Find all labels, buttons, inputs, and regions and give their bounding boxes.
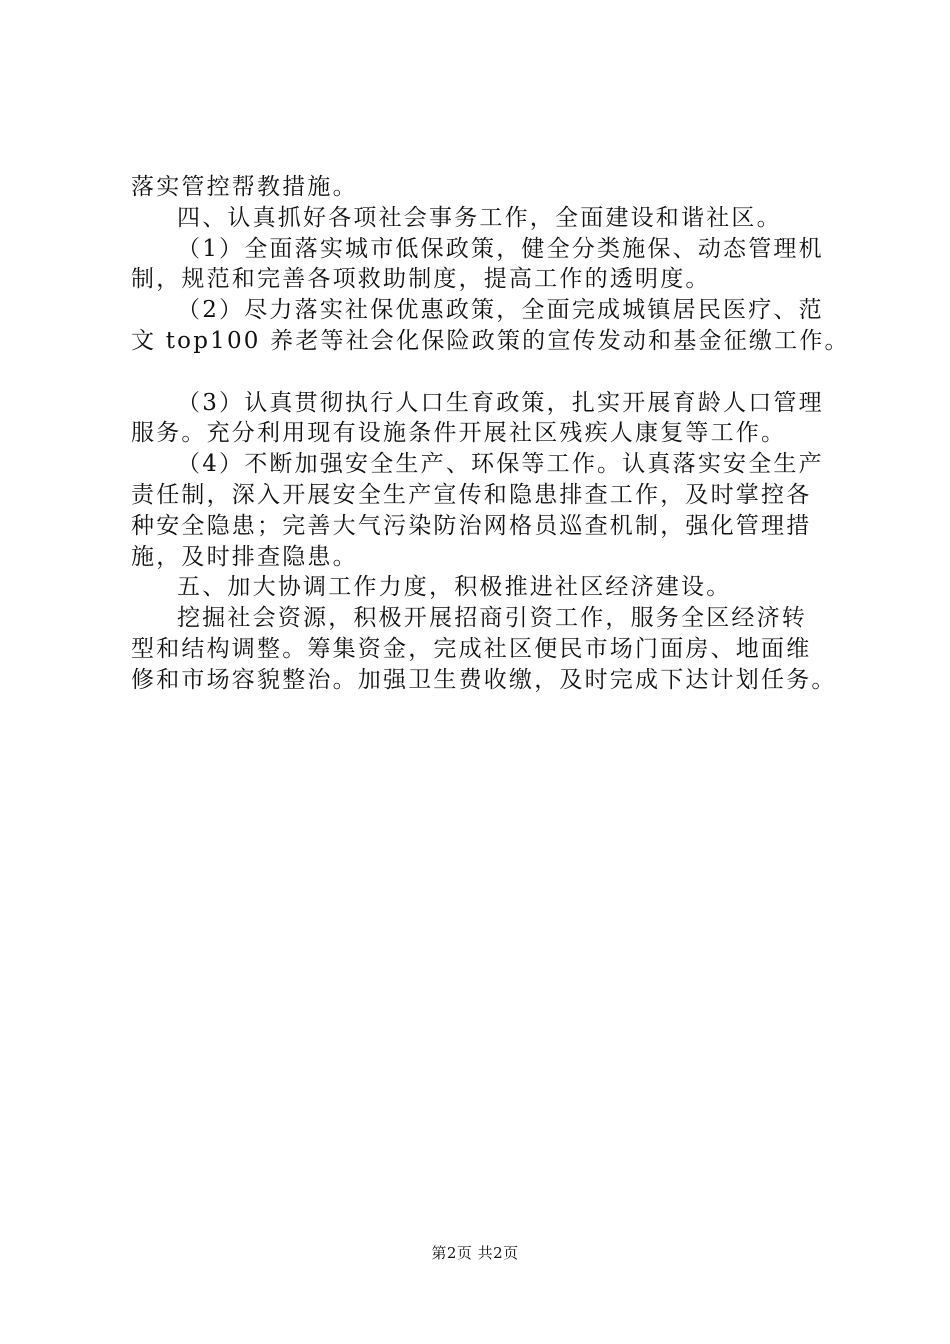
text-line: （4）不断加强安全生产、环保等工作。认真落实安全生产 bbox=[177, 451, 824, 478]
section-heading: 五、加大协调工作力度，积极推进社区经济建设。 bbox=[177, 574, 732, 601]
section-heading: 四、认真抓好各项社会事务工作，全面建设和谐社区。 bbox=[177, 204, 782, 231]
text-line: 挖掘社会资源，积极开展招商引资工作，服务全区经济转 bbox=[177, 605, 807, 632]
text-line: 种安全隐患；完善大气污染防治网格员巡查机制，强化管理措 bbox=[131, 512, 812, 539]
text-line: 制，规范和完善各项救助制度，提高工作的透明度。 bbox=[131, 266, 711, 293]
text-line: 责任制，深入开展安全生产宣传和隐患排查工作，及时掌控各 bbox=[131, 481, 812, 508]
text-line: （1）全面落实城市低保政策，健全分类施保、动态管理机 bbox=[177, 235, 824, 262]
text-line: （2）尽力落实社保优惠政策，全面完成城镇居民医疗、范 bbox=[177, 297, 824, 324]
text-line: 型和结构调整。筹集资金，完成社区便民市场门面房、地面维 bbox=[131, 635, 812, 662]
page-number-footer: 第2页 共2页 bbox=[431, 1244, 519, 1262]
text-line: （3）认真贯彻执行人口生育政策，扎实开展育龄人口管理 bbox=[177, 389, 824, 416]
blank-line bbox=[131, 357, 831, 388]
text-line: 服务。充分利用现有设施条件开展社区残疾人康复等工作。 bbox=[131, 420, 787, 447]
text-line: 落实管控帮教措施。 bbox=[131, 174, 358, 200]
text-line: 施，及时排查隐患。 bbox=[131, 543, 358, 570]
text-line: 修和市场容貌整治。加强卫生费收缴，及时完成下达计划任务。 bbox=[131, 666, 837, 693]
text-line: 文 top100 养老等社会化保险政策的宣传发动和基金征缴工作。 bbox=[131, 327, 850, 354]
document-body bbox=[131, 172, 850, 696]
